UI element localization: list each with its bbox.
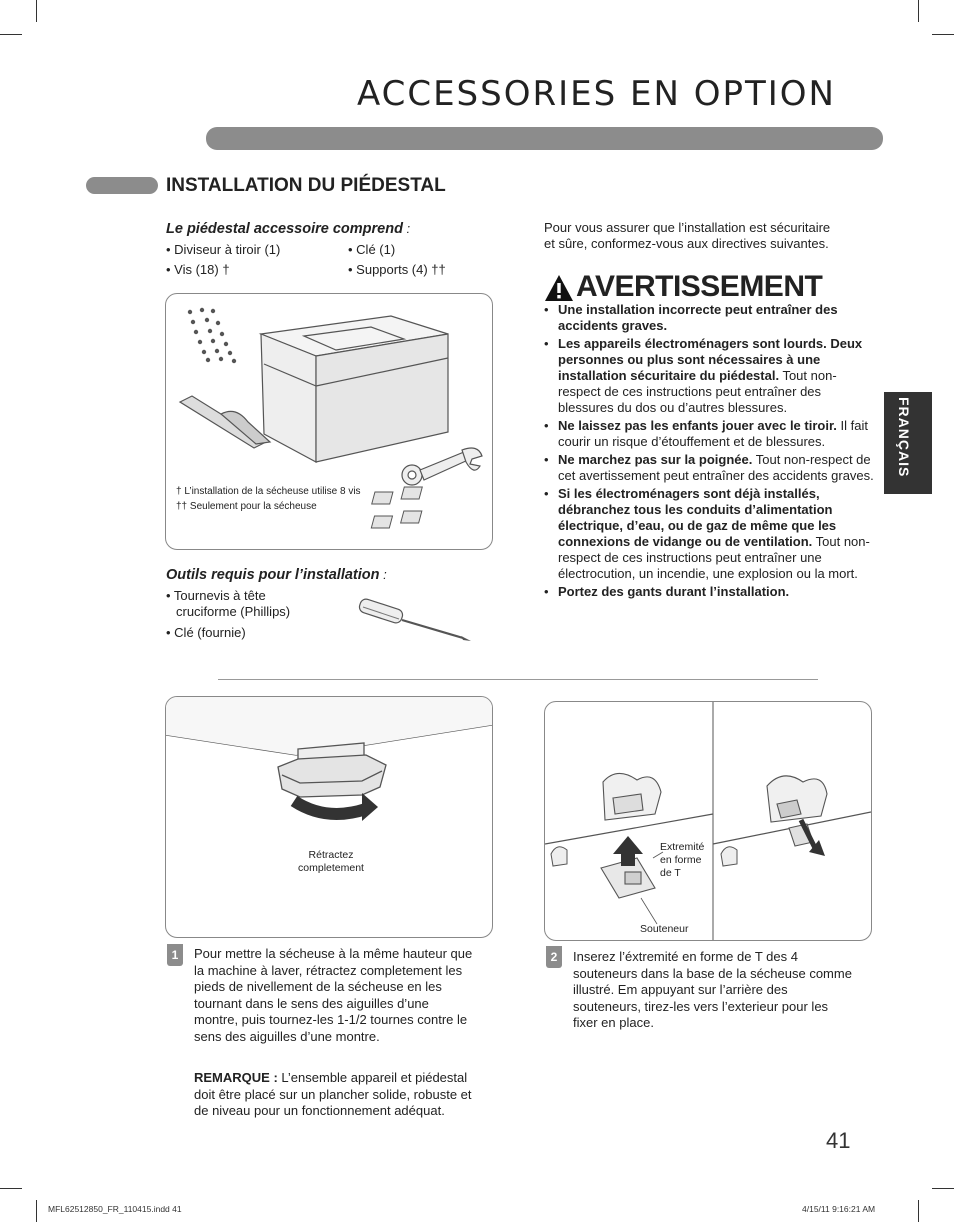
warning-item-bold: Si les électroménagers sont déjà installés, débranchez tous les conduits d’alimentation électrique, d’eau, ou de gaz de même que les connexions de vidange ou de ventilation. [558,486,837,549]
list-item: • Tournevis à tête [166,588,266,603]
label-line: de T [660,867,681,879]
support-label: Souteneur [640,923,689,935]
list-item: • Clé (1) [348,242,396,257]
includes-col2 [348,242,446,278]
crop-mark [36,0,37,22]
warning-item [544,452,874,484]
warning-item-text: Tout non-respect de ces instructions peut entraîner des blessures du dos ou d’autres blessures. [558,368,837,415]
crop-mark [918,0,919,22]
step2-text: Inserez l’éxtremité en forme de T des 4 souteneurs dans la base de la sécheuse comme illustré. Em appuyant sur l’arrière des souteneurs, tirez-les vers l’exterieur pour les fixer en place. [573,949,852,1030]
warning-list [544,302,874,602]
caption-line: completement [298,862,364,874]
drawer-divider-icon [180,396,270,448]
warning-item [544,418,874,450]
support-bracket-icon [603,773,661,820]
crop-mark [918,1200,919,1222]
footnotes [176,484,361,514]
section-title: INSTALLATION DU PIÉDESTAL [166,175,446,196]
includes-heading [166,220,410,238]
footnote: † L’installation de la sécheuse utilise 8 vis [176,486,361,497]
note-text: L’ensemble appareil et piédestal doit être placé sur un plancher solide, robuste et de niveau pour un fonctionnement adéquat. [194,1070,472,1118]
pedestal-icon [261,316,448,462]
step1-caption [276,849,386,875]
includes-heading-colon: : [402,221,411,236]
list-item: cruciforme (Phillips) [176,604,291,619]
label-line: Extremité [660,841,705,853]
includes-col1 [166,242,280,278]
tools-heading [166,566,387,584]
t-end-label [660,841,704,880]
wrench-icon [402,448,482,485]
page-title: ACCESSORIES EN OPTION [356,74,836,114]
warning-triangle-icon [544,274,574,302]
warning-item-text: Tout non-respect de cet avertissement peut entraîner des accidents graves. [558,452,874,483]
support-install-drawing [545,702,871,940]
step2-number: 2 [546,946,562,968]
list-item: • Supports (4) †† [348,262,446,277]
language-tab-label: FRANÇAIS [896,397,912,478]
page-number: 41 [826,1128,851,1153]
footer-left: MFL62512850_FR_110415.indd 41 [48,1204,182,1214]
includes-heading-text: Le piédestal accessoire comprend [166,221,403,237]
warning-item-bold: Portez des gants durant l’installation. [558,584,790,599]
label-line: en forme [660,854,702,866]
screwdriver-icon [355,598,475,646]
list-item: • Vis (18) † [166,262,230,277]
footnote: †† Seulement pour la sécheuse [176,501,317,512]
crop-mark [932,34,954,35]
list-item: • Diviseur à tiroir (1) [166,242,281,257]
intro-text [544,220,830,252]
warning-item-text: Tout non-respect de ces instructions peut entraîner une électrocution, un incendie, une explosion ou la mort. [558,534,870,581]
tools-list [166,588,290,641]
intro-line: et sûre, conformez-vous aux directives suivantes. [544,236,829,251]
warning-item-bold: Ne marchez pas sur la poignée. [558,452,753,467]
note-label: REMARQUE : [194,1070,278,1085]
section-pill [86,177,158,194]
step1-number: 1 [167,944,183,966]
step1-text: Pour mettre la sécheuse à la même hauteur que la machine à laver, rétractez completement les pieds de nivellement de la sécheuse en les tournant dans le sens des aiguilles d’une montre, puis tournez-les 1-1/2 tournes contre le sens des aiguilles d’une montre. [194,946,473,1044]
step1-illustration [165,696,493,938]
support-bracket-right-icon [767,776,827,846]
crop-mark [932,1188,954,1189]
tools-heading-text: Outils requis pour l’installation [166,567,380,583]
warning-title: AVERTISSEMENT [576,270,823,303]
warning-item [544,302,874,334]
caption-line: Rétractez [308,849,354,861]
intro-line: Pour vous assurer que l’installation est sécuritaire [544,220,831,235]
step2-illustration [544,701,872,941]
language-tab [884,392,932,494]
title-bar [206,127,883,150]
crop-mark [0,1188,22,1189]
list-item: • Clé (fournie) [166,625,246,640]
warning-item-bold: Une installation incorrecte peut entraîner des accidents graves. [558,302,838,333]
warning-item-bold: Les appareils électroménagers sont lourds. Deux personnes ou plus sont nécessaires à une installation sécuritaire du piédestal. [558,336,863,383]
section-divider [218,679,818,680]
tools-heading-colon: : [379,567,387,582]
warning-item-bold: Ne laissez pas les enfants jouer avec le tiroir. [558,418,837,433]
leveling-foot-drawing [166,697,492,937]
warning-item-text: Il fait courir un risque d’étouffement et de blessures. [558,418,868,449]
step1-note [194,1070,476,1120]
screws-icon [188,308,236,363]
warning-item [544,584,874,600]
crop-mark [36,1200,37,1222]
footer-right: 4/15/11 9:16:21 AM [802,1204,876,1214]
accessories-illustration [165,293,493,550]
supports-icon [371,487,422,528]
warning-item [544,486,874,582]
crop-mark [0,34,22,35]
warning-item [544,336,874,416]
